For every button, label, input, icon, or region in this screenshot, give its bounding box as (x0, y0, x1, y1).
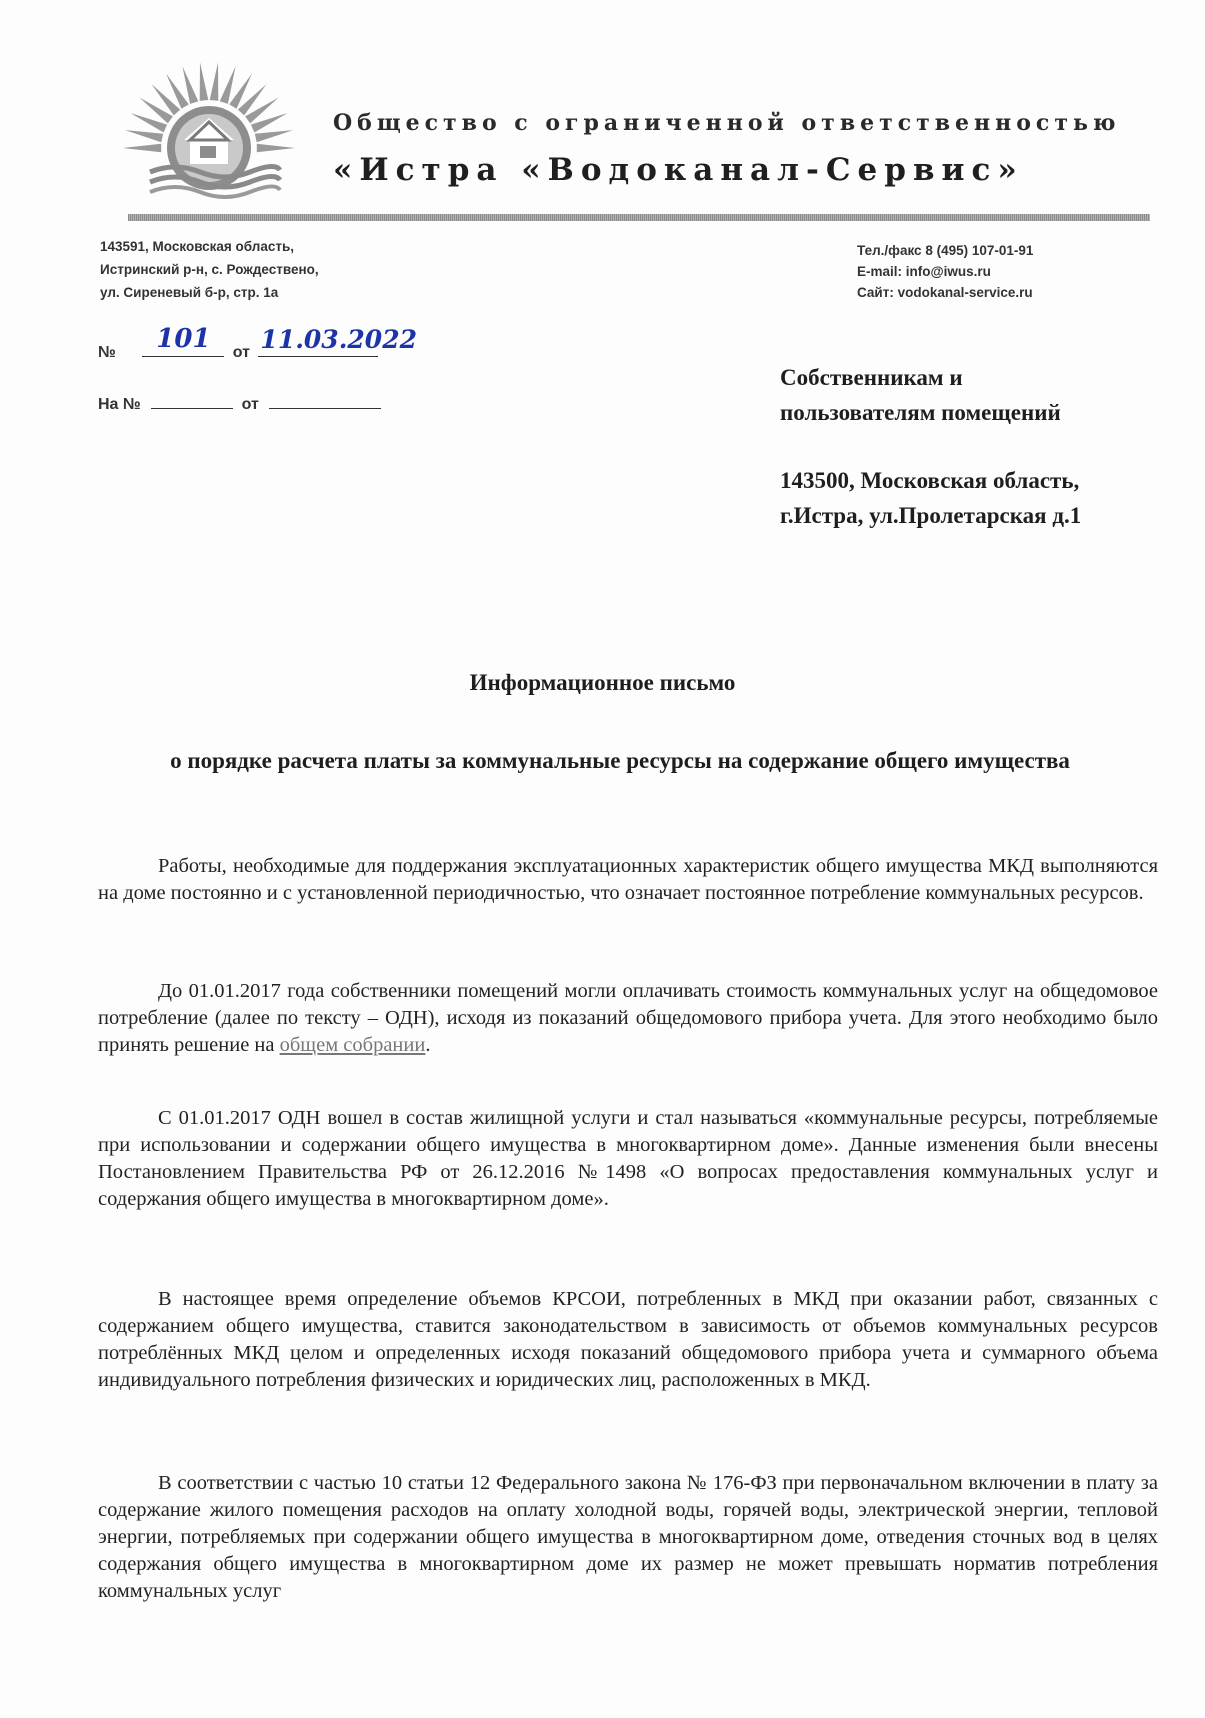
paragraph-3: С 01.01.2017 ОДН вошел в состав жилищной услуги и стал называться «коммунальные ресурсы, потребляемые при использовании и содержании общего имущества в многоквартирном доме». Данные изменения были внесены Постановлением Правительства РФ от 26.12.2016 №1498 «О вопросах предоставления коммунальных услуг и содержания общего имущества в многоквартирном доме». (98, 1107, 1158, 1210)
company-logo-icon (120, 60, 298, 220)
sun-ray (200, 63, 209, 101)
recipient-address-line: 143500, Московская область, (780, 468, 1080, 493)
sun-ray (182, 66, 198, 104)
recipient-address-line: г.Истра, ул.Пролетарская д.1 (780, 503, 1082, 528)
address-line: ул. Сиреневый б-р, стр. 1а (100, 285, 279, 300)
paragraph-5: В соответствии с частью 10 статьи 12 Федерального закона № 176-ФЗ при первоначальном включении в плату за содержание жилого помещения расходов на оплату холодной воды, горячей воды, электрической энергии, тепловой энергии, потребляемых при содержании общего имущества в многоквартирном доме, отведения сточных вод в целях содержания общего имущества в многоквартирном доме их размер не может превышать норматив потребления коммунальных услуг (98, 1472, 1158, 1602)
sun-ray (255, 130, 293, 142)
header-divider (128, 214, 1150, 221)
ref-date-blank (269, 390, 381, 409)
recipient-line: Собственникам и (780, 365, 963, 390)
ref-number-label: На № (98, 396, 141, 413)
general-meeting-link[interactable]: общем собрании (279, 1034, 426, 1056)
recipient-block (780, 360, 1061, 430)
address-line: 143591, Московская область, (100, 239, 295, 254)
ref-date-label: от (241, 396, 259, 413)
incoming-ref-row (98, 390, 381, 414)
company-address (100, 235, 319, 304)
recipient-address (780, 463, 1081, 533)
phone-fax: Тел./факс 8 (495) 107-01-91 (857, 243, 1034, 258)
ref-number-blank (151, 390, 233, 409)
sun-ray (123, 144, 161, 153)
handwritten-number: 101 (156, 324, 211, 354)
sun-ray (125, 130, 163, 142)
date-blank (258, 325, 417, 357)
paragraph-2 (98, 978, 1158, 1059)
date-label: от (232, 344, 250, 361)
handwritten-date: 11.03.2022 (260, 325, 417, 354)
paragraph-1: Работы, необходимые для поддержания эксплуатационных характеристик общего имущества МКД выполняются на доме постоянно и с установленной периодичностью, что означает постоянное потребление коммунальных ресурсов. (98, 855, 1158, 904)
company-name-line1: Общество с ограниченной ответственностью (333, 110, 1121, 136)
paragraph-4: В настоящее время определение объемов КРСОИ, потребленных в МКД при оказании работ, связанных с содержанием общего имущества, ставится законодательством в зависимость от объемов коммунальных ресурсов потреблённых МКД целом и определенных исходя показаний общедомового прибора учета и суммарного объема индивидуального потребления физических и юридических лиц, расположенных в МКД. (98, 1288, 1158, 1391)
recipient-line: пользователям помещений (780, 400, 1061, 425)
letter-title: Информационное письмо (469, 670, 736, 695)
number-blank (142, 324, 224, 357)
sun-ray (220, 66, 236, 104)
letter-subtitle: о порядке расчета платы за коммунальные ресурсы на содержание общего имущества (170, 748, 1070, 773)
paragraph-2-end: . (425, 1034, 431, 1056)
outgoing-number-row (98, 324, 417, 362)
sun-ray (210, 63, 219, 101)
website: Сайт: vodokanal-service.ru (857, 285, 1033, 300)
email: E-mail: info@iwus.ru (857, 264, 991, 279)
number-label: № (98, 344, 116, 361)
paragraph-2-text: До 01.01.2017 года собственники помещений могли оплачивать стоимость коммунальных услуг на общедомовое потребление (далее по тексту – ОДН), исходя из показаний общедомового прибора учета. Для этого необходимо было принять решение на (98, 980, 1158, 1056)
sun-ray (257, 144, 295, 153)
company-contacts (857, 240, 1033, 303)
company-name-line2: «Истра «Водоканал-Сервис» (333, 152, 1024, 188)
address-line: Истринский р-н, с. Рождествено, (100, 262, 319, 277)
